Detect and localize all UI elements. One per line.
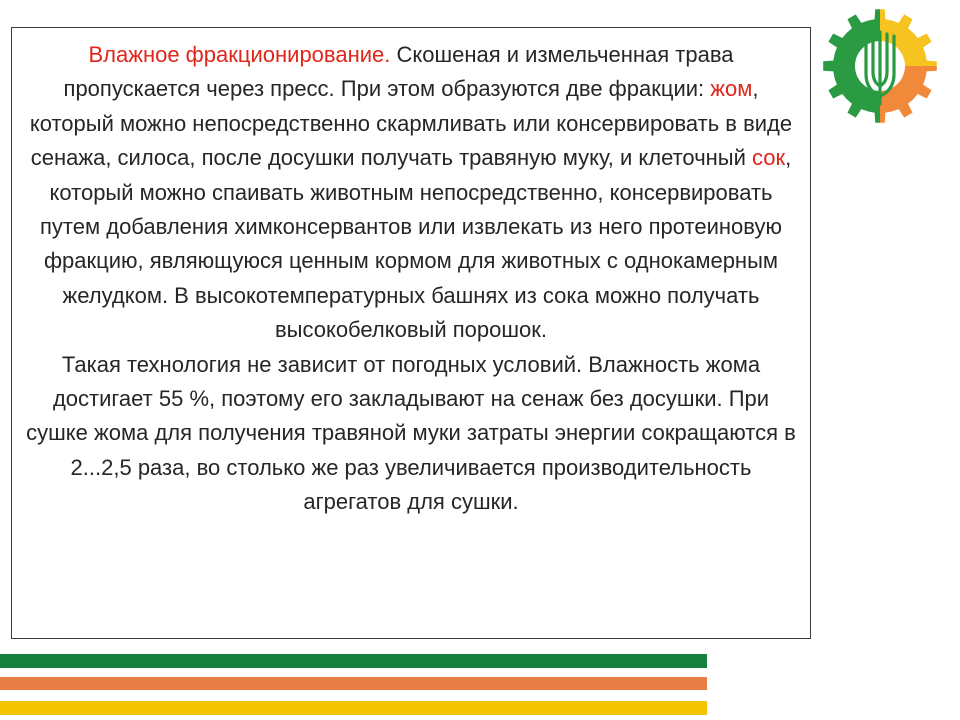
decorative-stripe-orange — [0, 677, 707, 690]
paragraph-1-part-1: Скошеная и измельченная трава пропускается через пресс. При этом образуются две фракции: — [63, 42, 734, 102]
term-pulp: жом — [710, 76, 753, 102]
paragraph-2: Такая технология не зависит от погодных условий. Влажность жома достигает 55 %, поэтому его закладывают на сенаж без досушки. При сушке жома для получения травяной муки затраты энергии сокращаются в 2...2,5 раза, во столько же раз увеличивается производительность агрегатов для сушки. — [26, 351, 796, 515]
paragraph-1-part-3: , который можно спаивать животным непосредственно, консервировать путем добавления химконсервантов или извлекать из него протеиновую фракцию, являющуюся ценным кормом для животных с однокамерным желудком. В высокотемпературных башнях из сока можно получать высокобелковый порошок. — [40, 145, 792, 343]
paragraph-1 — [26, 38, 796, 348]
decorative-stripe-yellow — [0, 701, 707, 715]
paragraph-1-part-2: , который можно непосредственно скармливать или консервировать в виде сенажа, силоса, после досушки получать травяную муку, и клеточный — [29, 76, 793, 171]
term-juice: сок — [752, 145, 786, 171]
text-box — [11, 27, 811, 639]
section-heading: Влажное фракционирование. — [88, 42, 391, 67]
decorative-stripe-green — [0, 654, 707, 668]
agricultural-gear-logo-icon — [822, 8, 938, 124]
